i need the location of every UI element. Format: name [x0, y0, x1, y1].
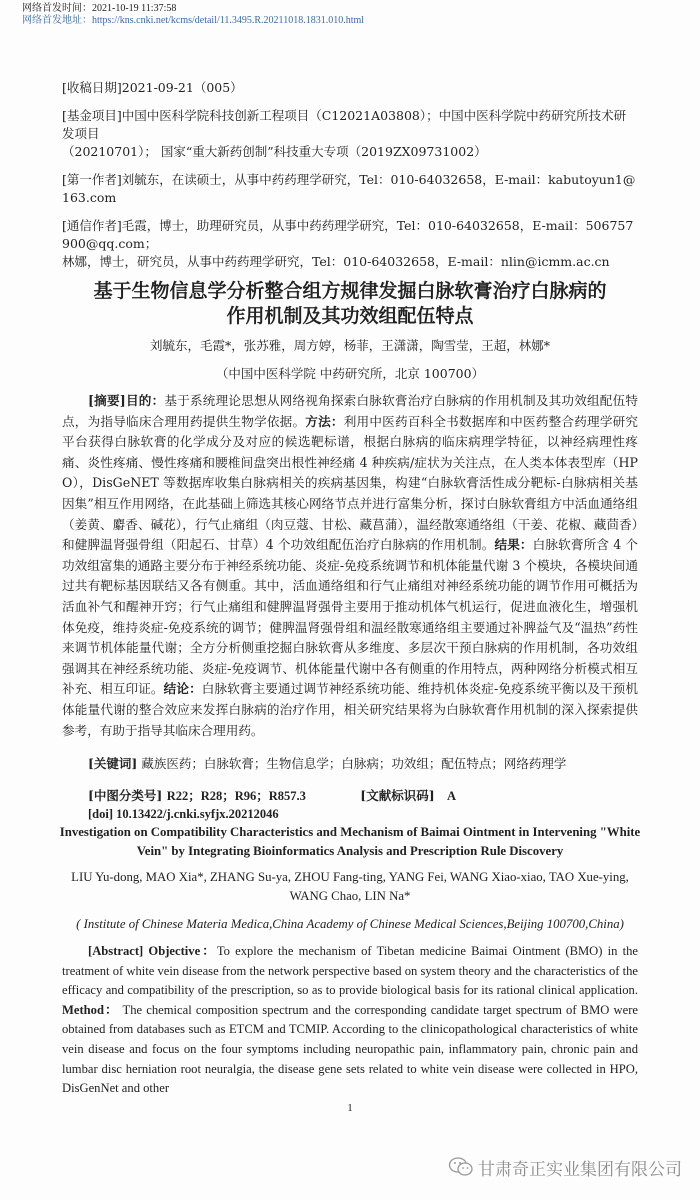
wechat-icon: [448, 1156, 474, 1178]
watermark-text: 甘肃奇正实业集团有限公司: [478, 1159, 682, 1180]
page-number: 1: [347, 1101, 353, 1114]
received-date: [收稿日期]2021-09-21（005）: [62, 80, 243, 95]
doc-code-value: A: [447, 789, 457, 804]
authors-en-line-2: WANG Chao, LIN Na*: [289, 889, 411, 904]
abstract-en: [62, 942, 638, 1099]
title-en-line-2: Vein" by Integrating Bioinformatics Analysis and Prescription Rule Discovery: [136, 844, 564, 859]
authors-en-line-1: LIU Yu-dong, MAO Xia*, ZHANG Su-ya, ZHOU Fang-ting, YANG Fei, WANG Xiao-xiao, TAO Xue-ying,: [71, 870, 629, 885]
keywords-text: 藏族医药；白脉软膏；生物信息学；白脉病；功效组；配伍特点；网络药理学: [141, 756, 567, 772]
conclusion-text: 白脉软膏主要通过调节神经系统功能、维持机体炎症-免疫系统平衡以及干预机体能量代谢的整合效应来发挥白脉病的治疗作用，相关研究结果将为白脉软膏作用机制的深入探索提供参考，有助于指导其临床合理用药。: [62, 681, 639, 738]
doi: [62, 805, 638, 823]
title-cn-line-1: 基于生物信息学分析整合组方规律发掘白脉软膏治疗白脉病的: [93, 280, 607, 302]
fund-line-2: （20210701）； 国家“重大新药创制”科技重大专项（2019ZX09731002）: [62, 144, 487, 159]
publish-time: 网络首发时间：2021-10-19 11:37:58: [22, 3, 177, 14]
result-label: 结果：: [494, 537, 533, 553]
paper-body: [59, 79, 641, 1115]
abstract-en-label: [Abstract] Objective：: [88, 944, 217, 959]
conclusion-label: 结论：: [163, 681, 202, 697]
method-label: 方法：: [305, 413, 344, 429]
classification: [62, 787, 638, 805]
doi-label: [doi]: [88, 807, 113, 822]
affiliation-cn: （中国中医科学院 中药研究所，北京 100700）: [215, 366, 485, 381]
classification-value: R22；R28；R96；R857.3: [166, 789, 306, 804]
keywords: [62, 755, 638, 773]
doi-value[interactable]: 10.13422/j.cnki.syfjx.20212046: [116, 807, 279, 822]
watermark: [0, 1155, 682, 1180]
publish-url[interactable]: 网络首发地址：https://kns.cnki.net/kcms/detail/11.3495.R.20211018.1831.010.html: [22, 15, 365, 26]
abstract-cn: [62, 391, 638, 741]
authors-cn: 刘毓东，毛霞*，张苏雅，周方婷，杨菲，王潇潇，陶雪莹，王超，林娜*: [149, 338, 550, 353]
first-author: [第一作者]刘毓东，在读硕士，从事中药药理学研究，Tel：010-64032658，E-mail：kabutoyun1@163.com: [62, 172, 636, 205]
objective-text: 基于系统理论思想从网络视角探索白脉软膏治疗白脉病的作用机制及其功效组配伍特点，为指导临床合理用药提供生物学依据。: [62, 393, 639, 429]
method-text: 利用中医药百科全书数据库和中医药整合药理学研究平台获得白脉软膏的化学成分及对应的候选靶标谱，根据白脉病的临床病理学特征，以神经病理性疼痛、炎性疼痛、慢性疼痛和腰椎间盘突出根性神经痛 4 种疾病/症状为关注点，在人类本体表型库（HPO），DisGeNET 等数据库收集白脉病相关的疾病基因集，构建“白脉软膏活性成分靶标-白脉病相关基因集”相互作用网络，在此基础上筛选其核心网络节点并进行富集分析，探讨白脉软膏组方中活血通络组（姜黄、麝香、碱花），行气止痛组（肉豆蔻、甘松、藏菖蒲），温经散寒通络组（干姜、花椒、藏茴香）和健脾温肾强骨组（阳起石、甘草）4 个功效组配伍治疗白脉病的作用机制。: [62, 413, 639, 553]
classification-label: [中图分类号]: [88, 788, 163, 804]
corresponding-author-2: 林娜，博士，研究员，从事中药药理学研究，Tel：010-64032658，E-mail：nlin@icmm.ac.cn: [62, 254, 610, 269]
corresponding-author-1: [通信作者]毛霞，博士，助理研究员，从事中药药理学研究，Tel：010-64032658，E-mail：506757900@qq.com；: [62, 218, 634, 251]
abstract-en-method: The chemical composition spectrum and the corresponding candidate target spectrum of BMO were obtained from databases such as ETCM and TCMIP. According to the clinicopathological characteristics of white vein disease and focus on the four symptoms including neuropathic pain, inflammatory pain, chronic pain and lumbar disc herniation root neuralgia, the disease gene sets related to white vein disease were collected in HPO, DisGenNet and other: [62, 1002, 638, 1096]
abstract-en-method-label: Method：: [62, 1002, 119, 1017]
affiliation-en: ( Institute of Chinese Materia Medica,China Academy of Chinese Medical Sciences,Beijing 100700,China): [76, 917, 624, 932]
result-text: 白脉软膏所含 4 个功效组富集的通路主要分布于神经系统功能、炎症-免疫系统调节和机体能量代谢 3 个模块，各模块间通过共有靶标基因联结又各有侧重。其中，活血通络组和行气止痛组对神经系统功能的调节作用可概括为活血补气和醒神开窍；行气止痛组和健脾温肾强骨主要用于推动机体气机运行，促进血液化生，增强机体免疫，维持炎症-免疫系统的调节；健脾温肾强骨组和温经散寒通络组主要通过补脾益气及“温热”药性来调节机体能量代谢；全方分析侧重挖掘白脉软膏从多维度、多层次干预白脉病的作用机制，各功效组强调其在神经系统功能、炎症-免疫调节、机体能量代谢中各有侧重的作用特点，两种网络分析模式相互补充、相互印证。: [62, 537, 638, 697]
title-en-line-1: Investigation on Compatibility Characteristics and Mechanism of Baimai Ointment in Intervening "White: [59, 825, 641, 840]
title-cn-line-2: 作用机制及其功效组配伍特点: [226, 305, 474, 327]
objective-label: 目的：: [125, 393, 165, 408]
doc-code-label: [文献标识码]: [360, 788, 435, 804]
abstract-label: [摘要]: [88, 393, 126, 408]
keywords-label: [关键词]: [88, 756, 138, 772]
abstract-en-objective: To explore the mechanism of Tibetan medicine Baimai Ointment (BMO) in the treatment of white vein disease from the network perspective based on system theory and the characteristics of the efficacy and compatibility of the prescription, so as to provide biological basis for its rational clinical application.: [62, 944, 638, 998]
fund-line-1: [基金项目]中国中医科学院科技创新工程项目（C12021A03808）；中国中医科学院中药研究所技术研发项目: [62, 108, 627, 141]
